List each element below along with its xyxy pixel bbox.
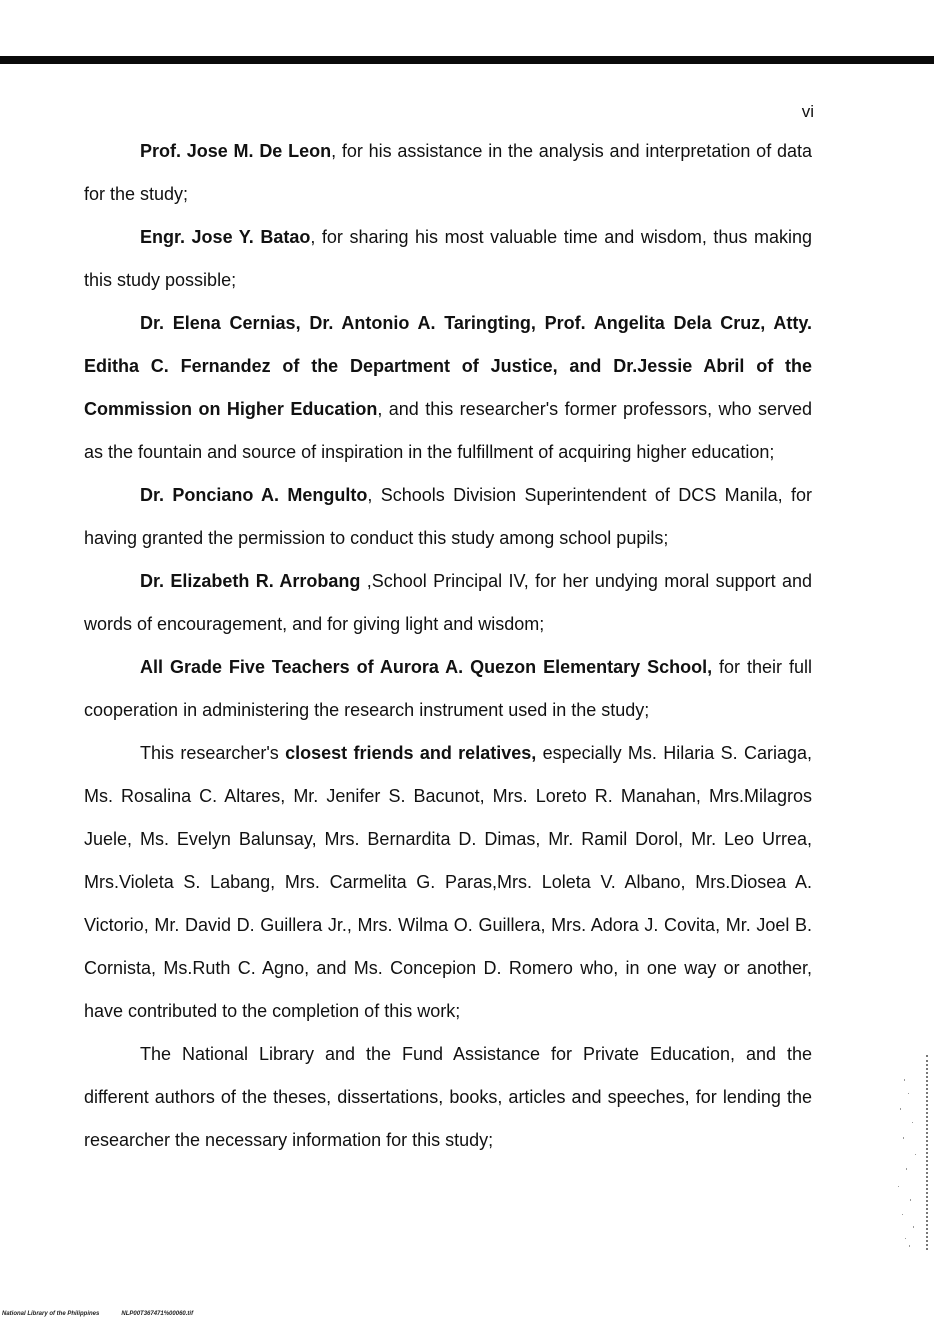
paragraph-professors [84, 302, 812, 474]
footer-code: NLP00T367471%00060.tif [121, 1311, 194, 1317]
scan-noise-artifact [894, 1075, 922, 1250]
paragraph-mengulto [84, 474, 812, 560]
text: ,School Principal IV, for her undying moral support and words of encouragement, and for giving light and wisdom; [84, 571, 812, 634]
top-border-rule [0, 56, 934, 64]
text: , for sharing his most valuable time and wisdom, thus making this study possible; [84, 227, 812, 290]
scan-edge-artifact [926, 1055, 933, 1250]
scan-footer [2, 1311, 193, 1317]
name: Dr. Ponciano A. Mengulto [140, 485, 368, 505]
paragraph-de-leon [84, 130, 812, 216]
name: Dr. Elizabeth R. Arrobang [140, 571, 361, 591]
page-number: vi [801, 102, 814, 121]
paragraph-library [84, 1033, 812, 1162]
name: All Grade Five Teachers of Aurora A. Quezon Elementary School, [140, 657, 713, 677]
footer-library: National Library of the Philippines [2, 1311, 100, 1317]
text: for their full cooperation in administering the research instrument used in the study; [84, 657, 812, 720]
paragraph-arrobang [84, 560, 812, 646]
acknowledgement-text [84, 130, 812, 1162]
text: , Schools Division Superintendent of DCS Manila, for having granted the permission to conduct this study among school pupils; [84, 485, 812, 548]
name: closest friends and relatives, [285, 743, 537, 763]
text: , for his assistance in the analysis and interpretation of data for the study; [84, 141, 812, 204]
text: especially Ms. Hilaria S. Cariaga, Ms. Rosalina C. Altares, Mr. Jenifer S. Bacunot, Mrs. Loreto R. Manahan, Mrs.Milagros Juele, Ms. Evelyn Balunsay, Mrs. Bernardita D. Dimas, Mr. Ramil Dorol, Mr. Leo Urrea, Mrs.Violeta S. Labang, Mrs. Carmelita G. Paras,Mrs. Loleta V. Albano, Mrs.Diosea A. Victorio, Mr. David D. Guillera Jr., Mrs. Wilma O. Guillera, Mrs. Adora J. Covita, Mr. Joel B. Cornista, Ms.Ruth C. Agno, and Ms. Concepion D. Romero who, in one way or another, have contributed to the completion of this work; [84, 743, 812, 1021]
text: The National Library and the Fund Assistance for Private Education, and the different authors of the theses, dissertations, books, articles and speeches, for lending the researcher the necessary information for this study; [84, 1044, 812, 1150]
name: Dr. Elena Cernias, Dr. Antonio A. Taringting, Prof. Angelita Dela Cruz, Atty. Editha C. Fernandez of the Department of Justice, and Dr.Jessie Abril of the Commission on Higher Education [84, 313, 812, 419]
paragraph-teachers [84, 646, 812, 732]
paragraph-friends [84, 732, 812, 1033]
prefix: This researcher's [140, 743, 286, 763]
text: , and this researcher's former professors, who served as the fountain and source of inspiration in the fulfillment of acquiring higher education; [84, 399, 812, 462]
name: Prof. Jose M. De Leon [140, 141, 332, 161]
name: Engr. Jose Y. Batao [140, 227, 311, 247]
paragraph-batao [84, 216, 812, 302]
